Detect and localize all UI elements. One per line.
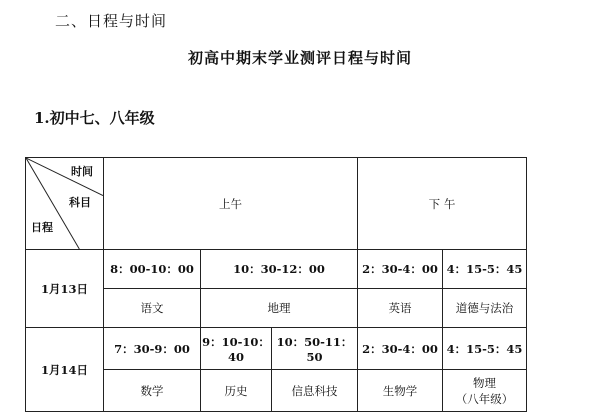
day2-time-row [26, 328, 527, 370]
day2-time-2: 9：10-10：40 [201, 328, 272, 370]
day1-time-3: 2：30-4：00 [358, 250, 443, 289]
day2-subject-history: 历史 [201, 370, 272, 412]
day2-subject-it: 信息科技 [272, 370, 358, 412]
day2-time-5: 4：15-5：45 [443, 328, 527, 370]
diag-label-time: 时间 [71, 165, 93, 178]
day1-subject-morality-law: 道德与法治 [443, 289, 527, 328]
day1-date: 1月13日 [26, 250, 104, 328]
schedule-table [25, 157, 527, 412]
day1-time-4: 4：15-5：45 [443, 250, 527, 289]
afternoon-header: 下 午 [358, 158, 527, 250]
day1-subject-chinese: 语文 [104, 289, 201, 328]
document-title: 初高中期末学业测评日程与时间 [187, 49, 412, 67]
diagonal-header-cell [26, 158, 104, 250]
day2-time-3: 10：50-11：50 [272, 328, 358, 370]
day2-date: 1月14日 [26, 328, 104, 412]
diag-label-date: 日程 [31, 221, 53, 234]
header-row [26, 158, 527, 250]
day2-subject-math: 数学 [104, 370, 201, 412]
day2-subject-biology: 生物学 [358, 370, 443, 412]
section-heading: 二、日程与时间 [55, 12, 168, 30]
day1-subject-geography: 地理 [201, 289, 358, 328]
day1-time-1: 8：00-10：00 [104, 250, 201, 289]
morning-header: 上午 [104, 158, 358, 250]
physics-label: 物理 [473, 375, 496, 390]
day2-time-1: 7：30-9：00 [104, 328, 201, 370]
physics-grade-note: （八年级） [455, 391, 514, 406]
day1-time-2: 10：30-12：00 [201, 250, 358, 289]
diag-label-subject: 科目 [69, 196, 91, 209]
day2-time-4: 2：30-4：00 [358, 328, 443, 370]
day1-time-row [26, 250, 527, 289]
day2-subject-physics [443, 370, 527, 412]
grade-heading: 1.初中七、八年级 [34, 109, 155, 127]
day1-subject-english: 英语 [358, 289, 443, 328]
